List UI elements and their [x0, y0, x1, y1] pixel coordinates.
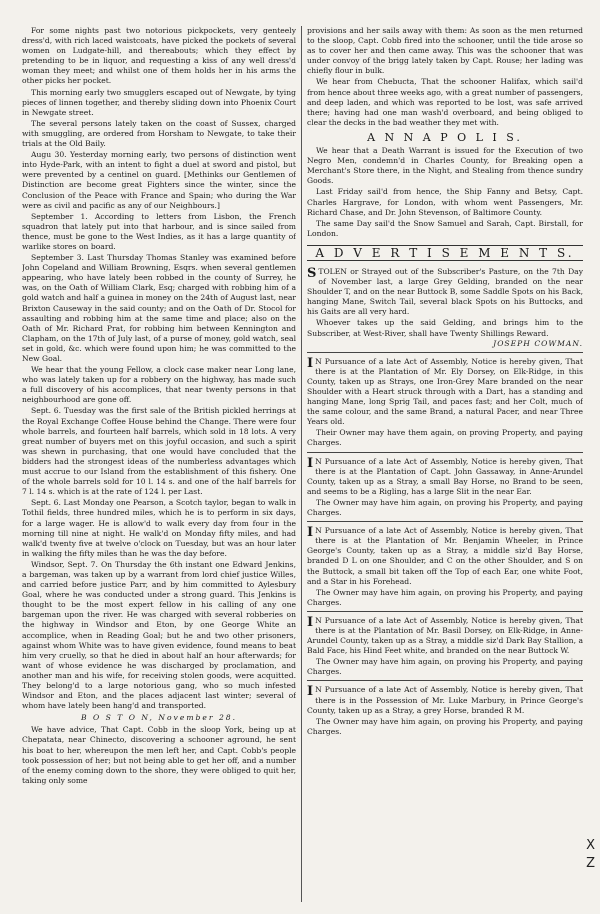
advertisement-divider [307, 611, 583, 612]
advertisement-body: N Pursuance of a late Act of Assembly, Notice is hereby given, That there is at the Plantation of Capt. John Gassaway, in Anne-Arundel County, taken up as a Stray, a small Bay Horse, no Brand to be seen, and seems to be a Rigling, has a large Slit in the near Ear. [307, 456, 583, 496]
advertisement-claim: The Owner may have him again, on proving his Property, and paying Charges. [307, 716, 583, 736]
drop-cap: S [307, 265, 317, 281]
advertisement-claim: Their Owner may have them again, on proving Property, and paying Charges. [307, 428, 583, 448]
news-paragraph-herrings: Sept. 6. Tuesday was the first sale of the British pickled herrings at the Royal Exchange Coffee House behind the Change. There were four whole barrels, and fourteen half barrels, which sold in 18 lots. A very great number of buyers met on this joyful occasion, and such a spirit was shewn in purchasing, that one would have concluded that the bidders had the strongest ideas of the numberless advantages which must accrue to our Island from the establishment of this fishery. One of the whole barrels sold for 10 l. 14 s. and one of the half barrels for 7 l. 14 s. which is at the rate of 124 l. per Last. [22, 406, 296, 497]
advertisement-body: N Pursuance of a late Act of Assembly, Notice is hereby given, That there is in the Possession of Mr. Luke Marbury, in Prince George's County, taken up as a Stray, a grey Horse, branded R M. [307, 685, 583, 715]
advertisement-divider [307, 452, 583, 453]
news-paragraph-clock-case-maker: We hear that the young Fellow, a clock case maker near Long lane, who was lately taken up for a robbery on the highway, has made such a full discovery of his accomplices, that near twenty persons in that neighbourhood are gone off. [22, 365, 296, 405]
news-paragraph-duel: Augu 30. Yesterday morning early, two persons of distinction went into Hyde-Park, with an intent to fight a duel at sword and pistol, but were prevented by a centinel on guard. [Methinks our Gentlemen of Distinction are become great Fighters since the winter, since the Conclusion of the Peace with France and Spain; who during the War were as civil and pacific as any of our Neighbours.] [22, 150, 296, 210]
drop-cap: I [307, 614, 314, 630]
news-paragraph-pickpockets: For some nights past two notorious pickpockets, very genteely dress'd, with rich laced waistcoats, have picked the pockets of several women on Ludgate-hill, and thereabouts; which they effect by pretending to be in liquor, and requesting a kiss of any well dress'd woman they meet; and whilst one of them holds her in his arms the other picks her pocket. [22, 26, 296, 86]
advertisement-stray-stallion [307, 616, 583, 678]
news-paragraph-death-warrant: We hear that a Death Warrant is issued for the Execution of two Negro Men, condemn'd in Charles County, for Breaking open a Merchant's Store there, in the Night, and Stealing from thence sundry Goods. [307, 146, 583, 186]
news-paragraph-cobb-continued: provisions and her sails away with them: As soon as the men returned to the sloop, Capt. Cobb fired into the schooner, until the tide arose so as to cover her and then came away. This was the schooner that was under convoy of the brigg lately taken by Capt. Rouse; her lading was chiefly flour in bulk. [307, 26, 583, 76]
advertisements-heading: A D V E R T I S E M E N T S. [307, 245, 583, 261]
left-column [22, 26, 296, 902]
column-divider [301, 26, 302, 902]
advertisement-body: N Pursuance of a late Act of Assembly, Notice is hereby given, That there is at the Plantation of Mr. Ely Dorsey, on Elk-Ridge, in this County, taken up as Strays, one Iron-Grey Mare branded on the near Shoulder with a Heart struck through with a Dart, has a standing and hanging Mane, long Sprig Tail, and paces fast; and her Colt, much of the same colour, and the same Brand, a natural Pacer, and near Three Years old. [307, 356, 583, 427]
advertisement-body: N Pursuance of a late Act of Assembly, Notice is hereby given, That there is at the Plantation of Mr. Benjamin Wheeler, in Prince George's County, taken up as a Stray, a middle siz'd Bay Horse, branded D L on one Shoulder, and C on the other Shoulder, and S on the Buttock, a small bit taken off the Top of each Ear, one white Foot, and a Star in his Forehead. [307, 526, 583, 586]
advertisement-stray-wheeler-horse [307, 526, 583, 608]
drop-cap: I [307, 525, 314, 541]
news-paragraph-stanley-examined: September 3. Last Thursday Thomas Stanley was examined before John Copeland and William Browning, Esqrs. when several gentlemen appearing, who have lately been robbed in the county of Surrey, he was, on the Oath of William Clark, Esq; charged with robbing him of a gold watch and half a guinea in money on the 24th of August last, near Brixton Causeway in the said county; and on the Oath of Dr. Stocol for assaulting and robbing him at the same time and place; also on the Oath of Mr. Richard Prat, for robbing him between Kennington and Clapham, on the 17th of July last, of a purse of money, gold watch, seal set in gold, &c. which were found upon him; he was committed to the New Goal. [22, 253, 296, 363]
news-paragraph-chebucta: We hear from Chebucta, That the schooner Halifax, which sail'd from hence about three weeks ago, with a great number of passengers, and deep laden, and which was reported to be lost, was safe arrived there; having had one man wash'd overboard, and being obliged to clear the decks in the bad weather they met with. [307, 77, 583, 127]
margin-mark-z: Z [586, 856, 595, 871]
drop-cap: I [307, 684, 314, 700]
advertisement-divider [307, 352, 583, 353]
advertisement-divider [307, 521, 583, 522]
advertisement-claim: The Owner may have him again, on proving his Property, and paying Charges. [307, 657, 583, 677]
news-paragraph-boston: We have advice, That Capt. Cobb in the sloop York, being up at Chepatata, near Chinecto, discovering a schooner aground, he sent his boat to her, whereupon the men left her, and Capt. Cobb's people took possession of her; but not being able to get her off, and a number of the enemy coming down to the shore, they were obliged to quit her, taking only some [22, 725, 296, 785]
advertisement-claim: The Owner may have him again, on proving his Property, and paying Charges. [307, 497, 583, 518]
annapolis-heading: A N N A P O L I S. [367, 130, 523, 144]
boston-dateline: B O S T O N, November 28. [80, 713, 238, 723]
news-paragraph-lisbon: September 1. According to letters from Lisbon, the French squadron that lately put into that harbour, and is since sailed from thence, must be gone to the West Indies, as it has a large quantity of warlike stores on board. [22, 211, 296, 251]
news-paragraph-sussex-smugglers: The several persons lately taken on the coast of Sussex, charged with smuggling, are ordered from Horsham to Newgate, to take their trials at the Old Baily. [22, 118, 296, 149]
advertisement-body: N Pursuance of a late Act of Assembly, Notice is hereby given, That there is at the Plantation of Mr. Basil Dorsey, on Elk-Ridge, in Anne-Arundel County, taken up as a Stray, a middle siz'd Dark Bay Stallion, a Bald Face, his Hind Feet white, and branded on the near Buttock W. [307, 615, 583, 656]
news-paragraph-ship-sailed: Last Friday sail'd from hence, the Ship Fanny and Betsy, Capt. Charles Hargrave, for London, with whom went Passengers, Mr. Richard Chase, and Dr. John Stevenson, of Baltimore County. [307, 187, 583, 217]
news-paragraph-smugglers-escape: This morning early two smugglers escaped out of Newgate, by tying pieces of linnen together, and thereby sliding down into Phoenix Court in Newgate street. [22, 87, 296, 117]
advertisement-signature: JOSEPH COWMAN. [493, 338, 583, 348]
news-paragraph-pearson-walk: Sept. 6. Last Monday one Pearson, a Scotch taylor, began to walk in Tothil fields, three hundred miles, which he is to perform in six days, for a large wager. He is allow'd to walk every day from four in the morning till nine at night. He walk'd on Monday fifty miles, and had walk'd twenty five at twelve o'clock on Tuesday, but was an hour later in walking the fifty miles than he was the day before. [22, 498, 296, 558]
right-column [307, 26, 583, 902]
drop-cap: I [307, 355, 314, 371]
margin-mark-x: X [586, 838, 595, 853]
news-paragraph-windsor: Windsor, Sept. 7. On Thursday the 6th instant one Edward Jenkins, a bargeman, was taken up by a warrant from lord chief justice Willes, and carried before justice Parr, and by him committed to Aylesbury Goal, where he was conducted under a strong guard. This Jenkins is thought to be the most expert fellow in his calling of any one bargeman upon the river. He was charged with several robberies on the highway in Windsor and Eton, by one George White an accomplice, when in Reading Goal; but he and two other prisoners, against whom White was to have given evidence, found means to beat him very cruelly, so that he died in about half an hour afterwards; for want of whose evidence he was discharged by proclamation, and another man and his wife, for receiving stolen goods, were acquitted. They belong'd to a large notorious gang, who so much infested Windsor and Eton, and the places adjacent last winter; several of whom have lately been hang'd and transported. [22, 559, 296, 711]
advertisement-stray-bay-horse [307, 457, 583, 519]
advertisement-claim: The Owner may have him again, on proving his Property, and paying Charges. [307, 587, 583, 607]
advertisement-stolen-gelding [307, 267, 583, 349]
advertisement-stray-mare [307, 357, 583, 449]
advertisement-body: TOLEN or Strayed out of the Subscriber's Pasture, on the 7th Day of November last, a large Grey Gelding, branded on the near Shoulder T, and on the near Buttock B, some Saddle Spots on his Back, hanging Mane, Switch Tail, several black Spots on his Buttocks, and his Gaits are all very hard. [307, 266, 583, 317]
advertisement-stray-grey-horse [307, 685, 583, 736]
drop-cap: I [307, 455, 314, 471]
advertisement-divider [307, 680, 583, 681]
news-paragraph-snow-sailed: The same Day sail'd the Snow Samuel and Sarah, Capt. Birstall, for London. [307, 218, 583, 238]
advertisement-reward: Whoever takes up the said Gelding, and brings him to the Subscriber, at West-River, shall have Twenty Shillings Reward. [307, 318, 583, 338]
